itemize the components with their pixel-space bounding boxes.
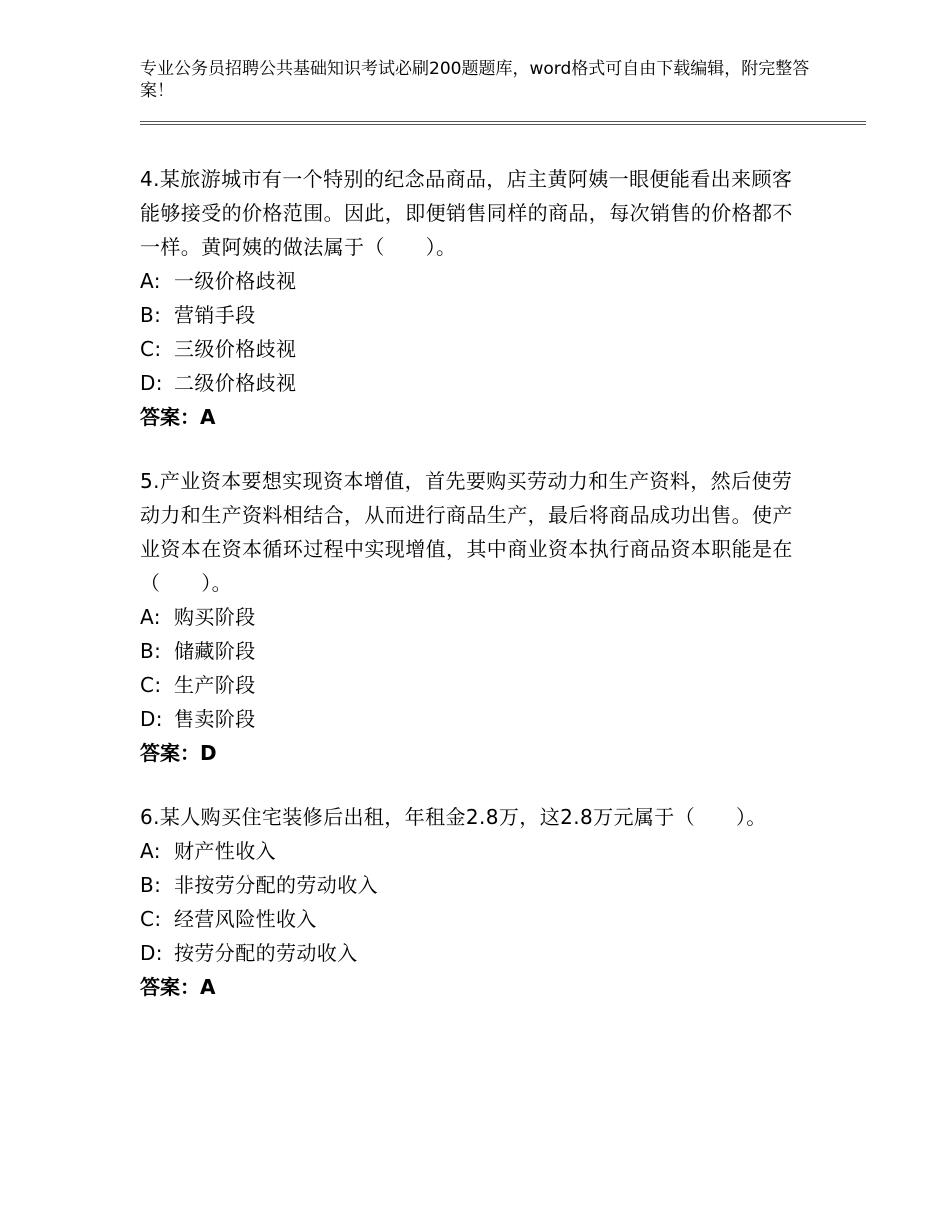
option-text: 经营风险性收入 — [174, 907, 317, 931]
option-d — [140, 702, 800, 736]
answer-label: 答案： — [140, 975, 200, 999]
answer-line — [140, 970, 800, 1004]
option-letter: A: — [140, 839, 161, 863]
option-letter: C: — [140, 907, 162, 931]
option-text: 售卖阶段 — [174, 707, 256, 731]
option-b — [140, 298, 800, 332]
question-4 — [140, 162, 800, 434]
answer-label: 答案： — [140, 405, 200, 429]
option-text: 生产阶段 — [174, 673, 256, 697]
option-letter: C: — [140, 673, 162, 697]
answer-value: D — [200, 741, 217, 765]
question-stem: 4.某旅游城市有一个特别的纪念品商品，店主黄阿姨一眼便能看出来顾客能够接受的价格范围。因此，即便销售同样的商品，每次销售的价格都不一样。黄阿姨的做法属于（ ）。 — [140, 167, 793, 259]
option-a — [140, 600, 800, 634]
option-letter: B: — [140, 873, 162, 897]
option-text: 非按劳分配的劳动收入 — [174, 873, 378, 897]
header-rule-top — [140, 121, 866, 122]
option-text: 购买阶段 — [174, 605, 256, 629]
option-d — [140, 366, 800, 400]
option-b — [140, 868, 800, 902]
answer-line — [140, 736, 800, 770]
option-c — [140, 902, 800, 936]
option-letter: C: — [140, 337, 162, 361]
question-5 — [140, 464, 800, 770]
option-a — [140, 264, 800, 298]
header-rule-bottom — [140, 124, 866, 125]
option-text: 二级价格歧视 — [174, 371, 297, 395]
option-d — [140, 936, 800, 970]
question-stem: 6.某人购买住宅装修后出租，年租金2.8万，这2.8万元属于（ ）。 — [140, 805, 767, 829]
option-text: 三级价格歧视 — [174, 337, 297, 361]
answer-label: 答案： — [140, 741, 200, 765]
option-letter: D: — [140, 941, 163, 965]
option-text: 营销手段 — [174, 303, 256, 327]
option-b — [140, 634, 800, 668]
question-stem: 5.产业资本要想实现资本增值，首先要购买劳动力和生产资料，然后使劳动力和生产资料相结合，从而进行商品生产，最后将商品成功出售。使产业资本在资本循环过程中实现增值，其中商业资本执行商品资本职能是在（ ）。 — [140, 469, 793, 595]
option-text: 财产性收入 — [174, 839, 276, 863]
option-a — [140, 834, 800, 868]
option-c — [140, 332, 800, 366]
option-letter: A: — [140, 269, 161, 293]
question-6 — [140, 800, 800, 1004]
option-text: 按劳分配的劳动收入 — [174, 941, 358, 965]
option-letter: B: — [140, 639, 162, 663]
option-letter: D: — [140, 371, 163, 395]
question-list — [140, 162, 800, 1034]
answer-line — [140, 400, 800, 434]
option-letter: D: — [140, 707, 163, 731]
option-text: 储藏阶段 — [174, 639, 256, 663]
option-text: 一级价格歧视 — [174, 269, 297, 293]
answer-value: A — [200, 975, 216, 999]
option-letter: B: — [140, 303, 162, 327]
answer-value: A — [200, 405, 216, 429]
option-c — [140, 668, 800, 702]
option-letter: A: — [140, 605, 161, 629]
document-header: 专业公务员招聘公共基础知识考试必刷200题题库，word格式可自由下载编辑，附完整答案！ — [140, 59, 810, 101]
